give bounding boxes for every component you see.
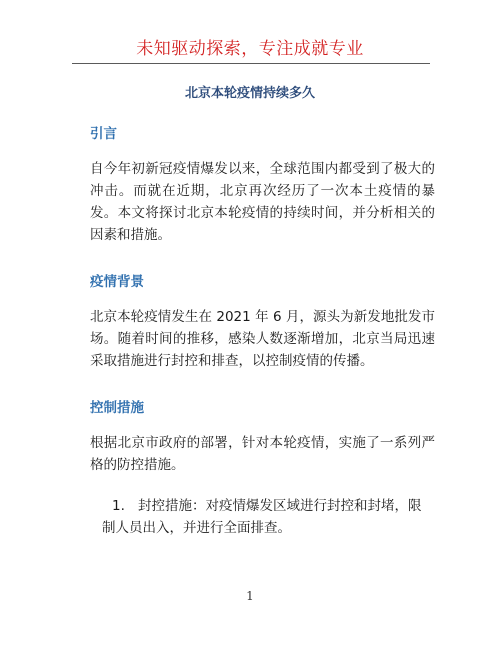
section-heading-intro: 引言 — [90, 126, 117, 142]
page-number: 1 — [246, 589, 254, 603]
header-divider — [72, 63, 430, 64]
paragraph-measures: 根据北京市政府的部署，针对本轮疫情，实施了一系列严格的防控措施。 — [90, 435, 435, 473]
list-item-text: 封控措施：对疫情爆发区域进行封控和封堵，限制人员出入，并进行全面排查。 — [102, 498, 422, 536]
document-title: 北京本轮疫情持续多久 — [184, 86, 315, 101]
section-heading-measures: 控制措施 — [90, 400, 144, 416]
list-item — [102, 495, 422, 539]
paragraph-background: 北京本轮疫情发生在 2021 年 6 月，源头为新发地批发市场。随着时间的推移，感染人数逐渐增加，北京当局迅速采取措施进行封控和排查，以控制疫情的传播。 — [90, 309, 435, 369]
header-banner: 未知驱动探索，专注成就专业 — [136, 39, 364, 59]
section-heading-background: 疫情背景 — [90, 274, 144, 290]
list-item-number: 1. — [112, 498, 125, 514]
paragraph-intro: 自今年初新冠疫情爆发以来，全球范围内都受到了极大的冲击。而就在近期，北京再次经历了一次本土疫情的暴发。本文将探讨北京本轮疫情的持续时间，并分析相关的因素和措施。 — [90, 161, 435, 243]
